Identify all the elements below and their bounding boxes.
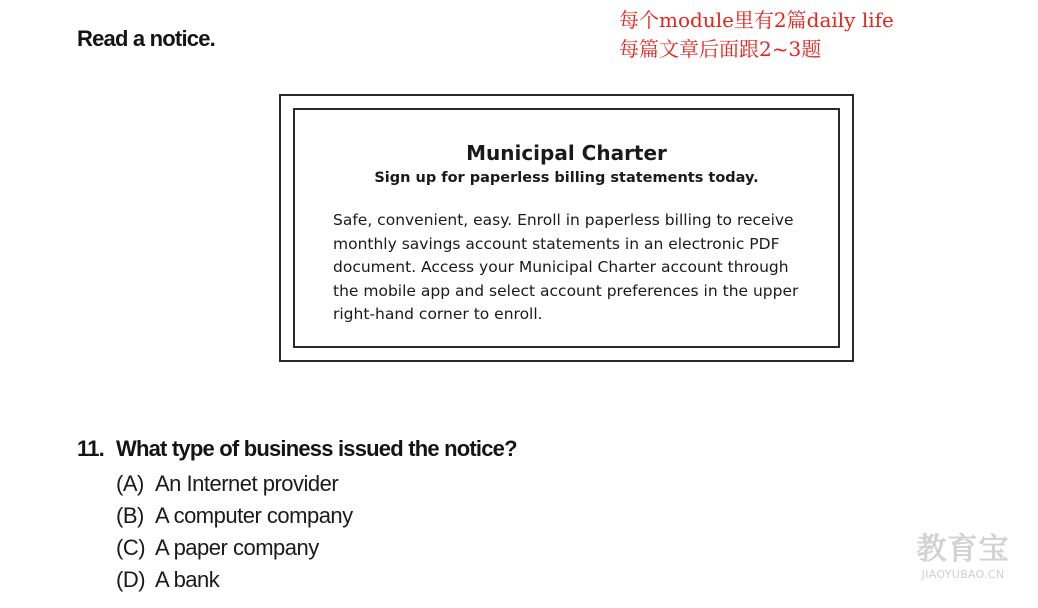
- notice-body-line: the mobile app and select account preferences in the upper: [333, 281, 799, 300]
- option-letter: (B): [116, 503, 144, 528]
- annotation-line: 每篇文章后面跟2~3题: [619, 37, 822, 61]
- option-text: A paper company: [155, 535, 319, 560]
- answer-option-b[interactable]: [116, 501, 353, 533]
- notice-inner-frame: [293, 108, 840, 348]
- option-text: A bank: [155, 567, 220, 592]
- notice-body: [333, 209, 823, 327]
- option-letter: (C): [116, 535, 146, 560]
- notice-title: Municipal Charter: [466, 141, 667, 165]
- option-letter: (D): [116, 567, 146, 592]
- notice-body-line: Safe, convenient, easy. Enroll in paperless billing to receive: [333, 211, 794, 229]
- notice-subtitle: Sign up for paperless billing statements today.: [374, 170, 759, 186]
- answer-option-a[interactable]: [116, 469, 353, 501]
- watermark-logo: [902, 532, 1024, 588]
- notice-body-line: right-hand corner to enroll.: [333, 305, 543, 323]
- annotation-note: [619, 6, 894, 64]
- question: [77, 436, 517, 462]
- answer-option-d[interactable]: [116, 565, 353, 597]
- watermark-domain: JIAOYUBAO.CN: [921, 568, 1005, 581]
- answer-options: [116, 469, 353, 597]
- question-text: What type of business issued the notice?: [116, 436, 517, 461]
- question-number: 11.: [77, 436, 104, 461]
- section-heading: Read a notice.: [77, 26, 215, 51]
- option-text: An Internet provider: [155, 471, 339, 496]
- option-text: A computer company: [155, 503, 353, 528]
- notice-body-line: monthly savings account statements in an electronic PDF: [333, 234, 780, 253]
- annotation-line: 每个module里有2篇daily life: [619, 8, 894, 32]
- notice-box: [279, 94, 854, 362]
- notice-body-line: document. Access your Municipal Charter account through: [333, 258, 789, 276]
- answer-option-c[interactable]: [116, 533, 353, 565]
- option-letter: (A): [116, 471, 144, 496]
- watermark-name: 教育宝: [916, 532, 1010, 567]
